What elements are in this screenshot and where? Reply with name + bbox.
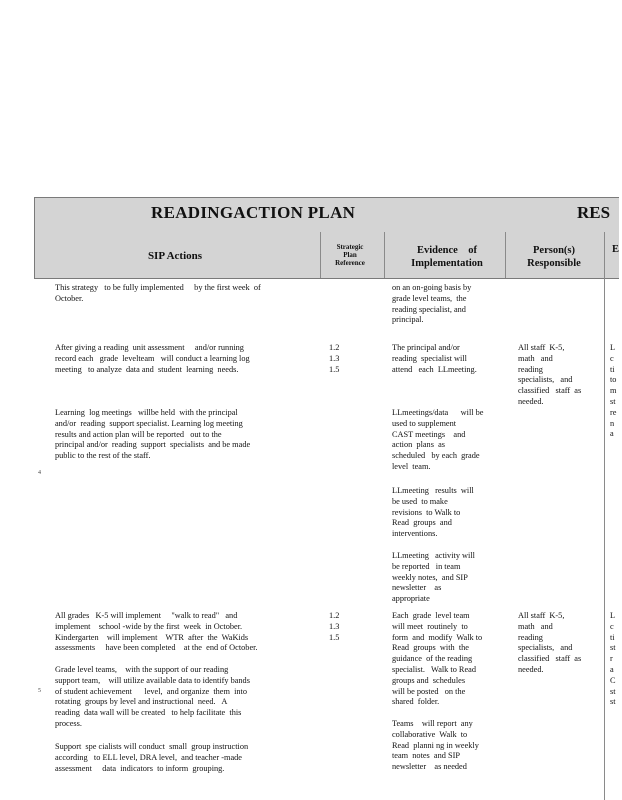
persons-responsible-text: All staff K-5, math and reading specialists, and classified staff as needed. (518, 343, 582, 406)
evidence-text: on an on-going basis by grade level teams, the reading specialist, and principal. (392, 283, 472, 325)
sip-action-text: This strategy to be fully implemented by the first week of October. (55, 283, 261, 303)
page-mark: 4 (38, 470, 41, 476)
sip-action-text: Learning log meetings willbe held with the principal and/or reading support specialist. Learning log meeting results and action plan will be reported out to the principal and/or reading support specialists and be made public to the rest of the staff. (55, 408, 251, 461)
evidence-text: LLmeetings/data will be used to supplement CAST meetings and action plans as scheduled by each grade level team. (392, 408, 484, 471)
column-rule (604, 232, 605, 800)
document-title: READINGACTION PLAN (151, 203, 356, 222)
document-title-cut: RES (577, 203, 611, 222)
header-persons-responsible: Person(s) Responsible (527, 245, 581, 269)
header-sip-actions: SIP Actions (147, 250, 203, 262)
cut-column-text: L c ti st r a C st st (610, 611, 616, 707)
sip-action-text: Support spe cialists will conduct small group instruction according to ELL level, DRA level, and teacher -made assessment data indicators to inform grouping. (55, 742, 249, 773)
column-rule (320, 232, 321, 278)
sip-action-text: Grade level teams, with the support of our reading support team, will utilize available data to identify bands of student achievement level, and organize them into rotating groups by level and instructional need. A reading data wall will be created to help facilitate this process. (55, 665, 250, 728)
strategic-reference-numbers: 1.2 1.3 1.5 (329, 343, 340, 374)
evidence-text: Each grade level team will meet routinely to form and modify Walk to Read groups with the guidance of the reading specialist. Walk to Read groups and schedules will be posted on the shared folder. (392, 611, 483, 707)
evidence-text: LLmeeting activity will be reported in team weekly notes, and SIP newsletter as appropriate (392, 551, 475, 604)
column-rule (505, 232, 506, 278)
evidence-text: Teams will report any collaborative Walk to Read planni ng in weekly team notes and SIP newsletter as needed (392, 719, 479, 772)
sip-action-text: After giving a reading unit assessment and/or running record each grade levelteam will conduct a learning log meeting to analyze data and student learning needs. (55, 343, 250, 374)
page-mark: 5 (38, 688, 41, 694)
evidence-text: The principal and/or reading specialist will attend each LLmeeting. (392, 343, 477, 374)
header-strategic-reference: Strategic Plan Reference (335, 243, 365, 267)
header-evidence: Evidence of Implementation (411, 245, 483, 269)
evidence-text: LLmeeting results will be used to make revisions to Walk to Read groups and interventions. (392, 486, 474, 539)
sip-action-text: All grades K-5 will implement "walk to read" and implement school -wide by the first week in October. Kindergarten will implement WTR after the WaKids assessments have been completed at the end of October. (55, 611, 258, 653)
cut-column-text: L c ti to m st re n a (610, 343, 617, 439)
persons-responsible-text: All staff K-5, math and reading specialists, and classified staff as needed. (518, 611, 582, 674)
header-cut-column: E (612, 244, 620, 255)
strategic-reference-numbers: 1.2 1.3 1.5 (329, 611, 340, 642)
column-rule (384, 232, 385, 278)
